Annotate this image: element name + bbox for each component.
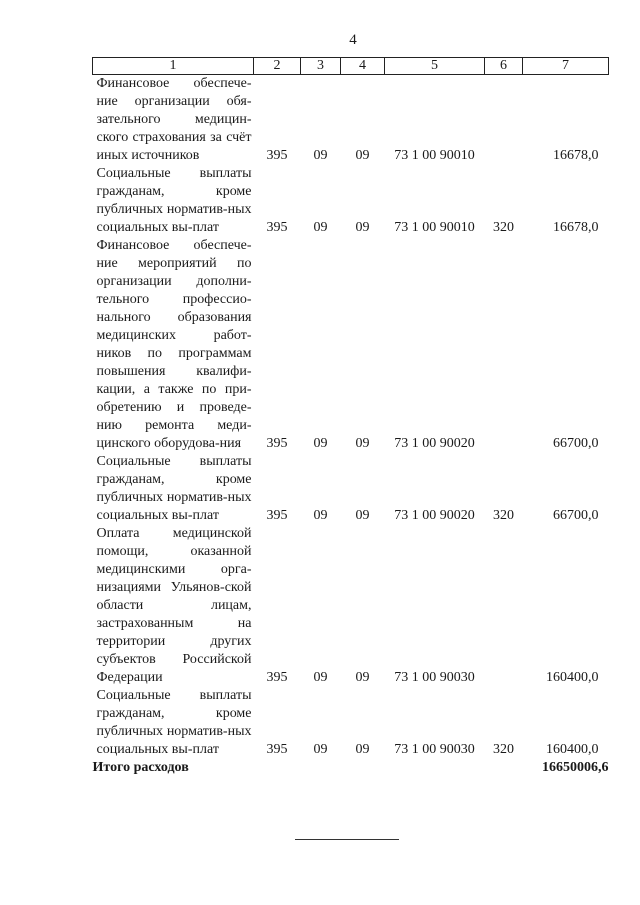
- subsection-code: 09: [355, 742, 370, 757]
- table-row: [93, 165, 609, 237]
- target-article-code: 73 1 00 90020: [394, 508, 475, 523]
- admin-code: 395: [266, 436, 288, 451]
- expense-name: Финансовое обеспече-ние организации обя-зательного медицин-ского страхования за счёт иных источников: [96, 76, 252, 163]
- expense-type-code: [485, 75, 523, 166]
- expense-type-code: 320: [493, 220, 514, 235]
- subsection-code: 09: [355, 508, 370, 523]
- amount: 160400,0: [546, 742, 599, 757]
- budget-table: [92, 57, 609, 777]
- section-code: 09: [313, 436, 328, 451]
- subsection-code: 09: [355, 148, 370, 163]
- expense-type-code: [485, 237, 523, 453]
- expense-type-code: 320: [493, 508, 514, 523]
- target-article-code: 73 1 00 90030: [394, 670, 475, 685]
- total-label: Итого расходов: [92, 760, 189, 775]
- expense-type-code: 320: [493, 742, 514, 757]
- target-article-code: 73 1 00 90010: [394, 148, 475, 163]
- subsection-code: 09: [355, 220, 370, 235]
- table-row: [93, 237, 609, 453]
- section-code: 09: [313, 508, 328, 523]
- amount: 66700,0: [553, 436, 599, 451]
- amount: 16678,0: [553, 148, 599, 163]
- amount: 160400,0: [546, 670, 599, 685]
- amount: 66700,0: [553, 508, 599, 523]
- amount: 16678,0: [553, 220, 599, 235]
- column-header: 5: [385, 58, 485, 75]
- target-article-code: 73 1 00 90030: [394, 742, 475, 757]
- page-number: 4: [349, 32, 357, 48]
- expense-name: Оплата медицинской помощи, оказанной медицинскими орга-низациями Ульянов-ской области лицам, застрахованным на территории других субъектов Российской Федерации: [96, 526, 252, 685]
- total-row: [93, 759, 609, 777]
- column-header: 6: [485, 58, 523, 75]
- subsection-code: 09: [355, 670, 370, 685]
- admin-code: 395: [266, 220, 288, 235]
- table-row: [93, 453, 609, 525]
- section-code: 09: [313, 220, 328, 235]
- admin-code: 395: [266, 148, 288, 163]
- table-header-row: [93, 58, 609, 75]
- column-header: 4: [341, 58, 385, 75]
- subsection-code: 09: [355, 436, 370, 451]
- target-article-code: 73 1 00 90020: [394, 436, 475, 451]
- table-row: [93, 75, 609, 166]
- section-code: 09: [313, 148, 328, 163]
- expense-name: Социальные выплаты гражданам, кроме публичных норматив-ных социальных вы-плат: [96, 688, 252, 757]
- total-amount: 16650006,6: [542, 760, 609, 775]
- table-row: [93, 687, 609, 759]
- table-row: [93, 525, 609, 687]
- admin-code: 395: [266, 508, 288, 523]
- expense-name: Социальные выплаты гражданам, кроме публичных норматив-ных социальных вы-плат: [96, 166, 252, 235]
- admin-code: 395: [266, 742, 288, 757]
- column-header: 3: [301, 58, 341, 75]
- section-code: 09: [313, 742, 328, 757]
- bottom-rule: [295, 839, 399, 840]
- column-header: 1: [93, 58, 254, 75]
- expense-name: Финансовое обеспече-ние мероприятий по организации дополни-тельного профессио-нального образования медицинских работ-ников по программам повышения квалифи-кации, а также по при-обретению и проведе-нию ремонта меди-цинского оборудова-ния: [96, 238, 252, 451]
- column-header: 7: [523, 58, 609, 75]
- expense-type-code: [485, 525, 523, 687]
- expense-name: Социальные выплаты гражданам, кроме публичных норматив-ных социальных вы-плат: [96, 454, 252, 523]
- admin-code: 395: [266, 670, 288, 685]
- section-code: 09: [313, 670, 328, 685]
- column-header: 2: [254, 58, 301, 75]
- target-article-code: 73 1 00 90010: [394, 220, 475, 235]
